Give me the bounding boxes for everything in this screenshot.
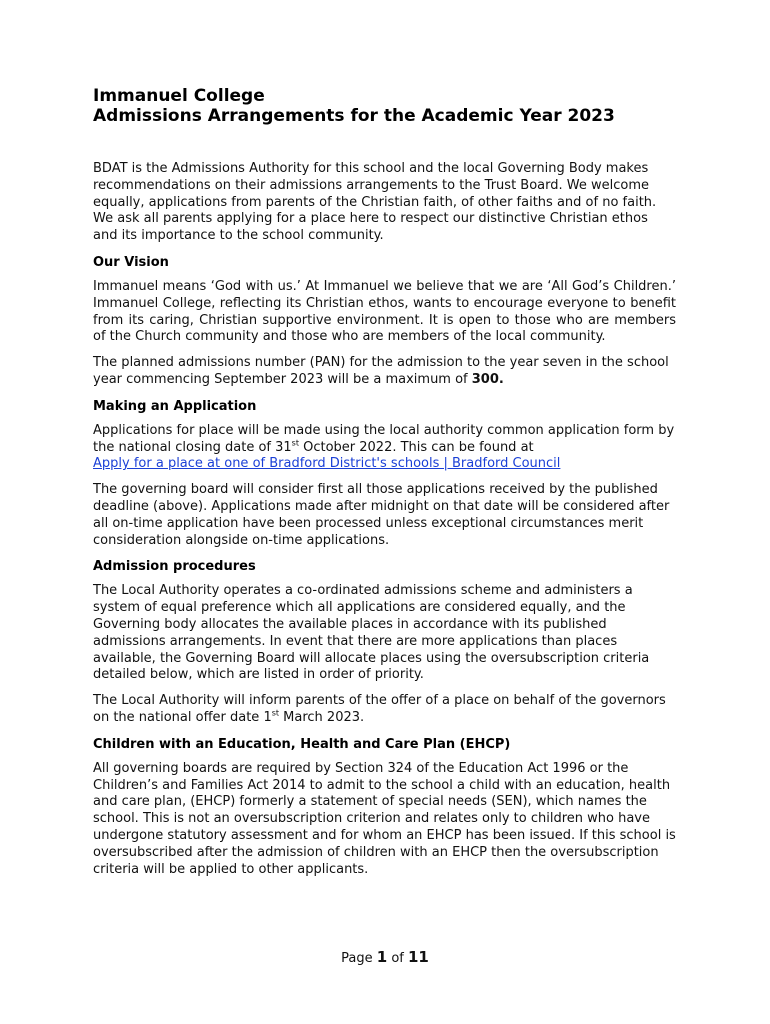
footer-total-pages: 11 [408, 948, 429, 966]
ehcp-heading: Children with an Education, Health and Care Plan (EHCP) [93, 736, 511, 752]
procedures-heading: Admission procedures [93, 559, 256, 575]
offer-date-suffix: st [271, 708, 280, 718]
intro-paragraph: BDAT is the Admissions Authority for this school and the local Governing Body makes recommendations on their admissions arrangements to the Trust Board. We welcome equally, applications from parents of the Christian faith, of other faiths and of no faith. We ask all parents applying for a place here to respect our distinctive Christian ethos and its importance to the school community. [93, 161, 657, 244]
application-text-after: October 2022. This can be found at [298, 439, 534, 455]
pan-value: 300. [471, 371, 504, 387]
procedures-paragraph: The Local Authority operates a co-ordinated admissions scheme and administers a system of equal preference which all applications are considered equally, and the Governing body allocates the available places in accordance with its published admissions arrangements. In event that there are more applications than places available, the Governing Board will allocate places using the oversubscription criteria detailed below, which are listed in order of priority. [93, 583, 650, 683]
offer-paragraph [93, 693, 676, 727]
pan-paragraph [93, 355, 676, 389]
footer-page-word: Page [341, 951, 373, 966]
vision-heading: Our Vision [93, 254, 169, 270]
page-footer [0, 948, 770, 968]
application-paragraph [93, 423, 676, 473]
document-title [93, 86, 676, 126]
title-line-1: Immanuel College [93, 86, 265, 106]
offer-text-after: March 2023. [279, 709, 365, 725]
deadline-paragraph: The governing board will consider first all those applications received by the published deadline (above). Applications made after midnight on that date will be considered after all on-time application have been processed unless exceptional circumstances merit consideration alongside on-time applications. [93, 482, 670, 548]
footer-current-page: 1 [376, 948, 388, 966]
application-date-suffix: st [291, 438, 299, 448]
title-line-2: Admissions Arrangements for the Academic Year 2023 [93, 106, 615, 126]
document-page [93, 86, 676, 878]
pan-text: The planned admissions number (PAN) for the admission to the year seven in the school year commencing September 2023 will be a maximum of [93, 355, 669, 387]
application-heading: Making an Application [93, 398, 257, 414]
application-text: Applications for place will be made using the local authority common application form by the national closing date of 31 [93, 422, 675, 455]
footer-of-word: of [391, 951, 404, 966]
ehcp-paragraph: All governing boards are required by Section 324 of the Education Act 1996 or the Children’s and Families Act 2014 to admit to the school a child with an education, health and care plan, (EHCP) formerly a statement of special needs (SEN), which names the school. This is not an oversubscription criterion and relates only to children who have undergone statutory assessment and for whom an EHCP has been issued. If this school is oversubscribed after the admission of children with an EHCP then the oversubscription criteria will be applied to other applicants. [93, 760, 676, 877]
bradford-council-link[interactable]: Apply for a place at one of Bradford District's schools | Bradford Council [93, 456, 561, 472]
vision-paragraph: Immanuel means ‘God with us.’ At Immanuel we believe that we are ‘All God’s Children.’ Immanuel College, reflecting its Christian ethos, wants to encourage everyone to benefit from its caring, Christian supportive environment. It is open to those who are members of the Church community and those who are members of the local community. [93, 278, 676, 345]
offer-text: The Local Authority will inform parents of the offer of a place on behalf of the governors on the national offer date 1 [93, 693, 666, 725]
